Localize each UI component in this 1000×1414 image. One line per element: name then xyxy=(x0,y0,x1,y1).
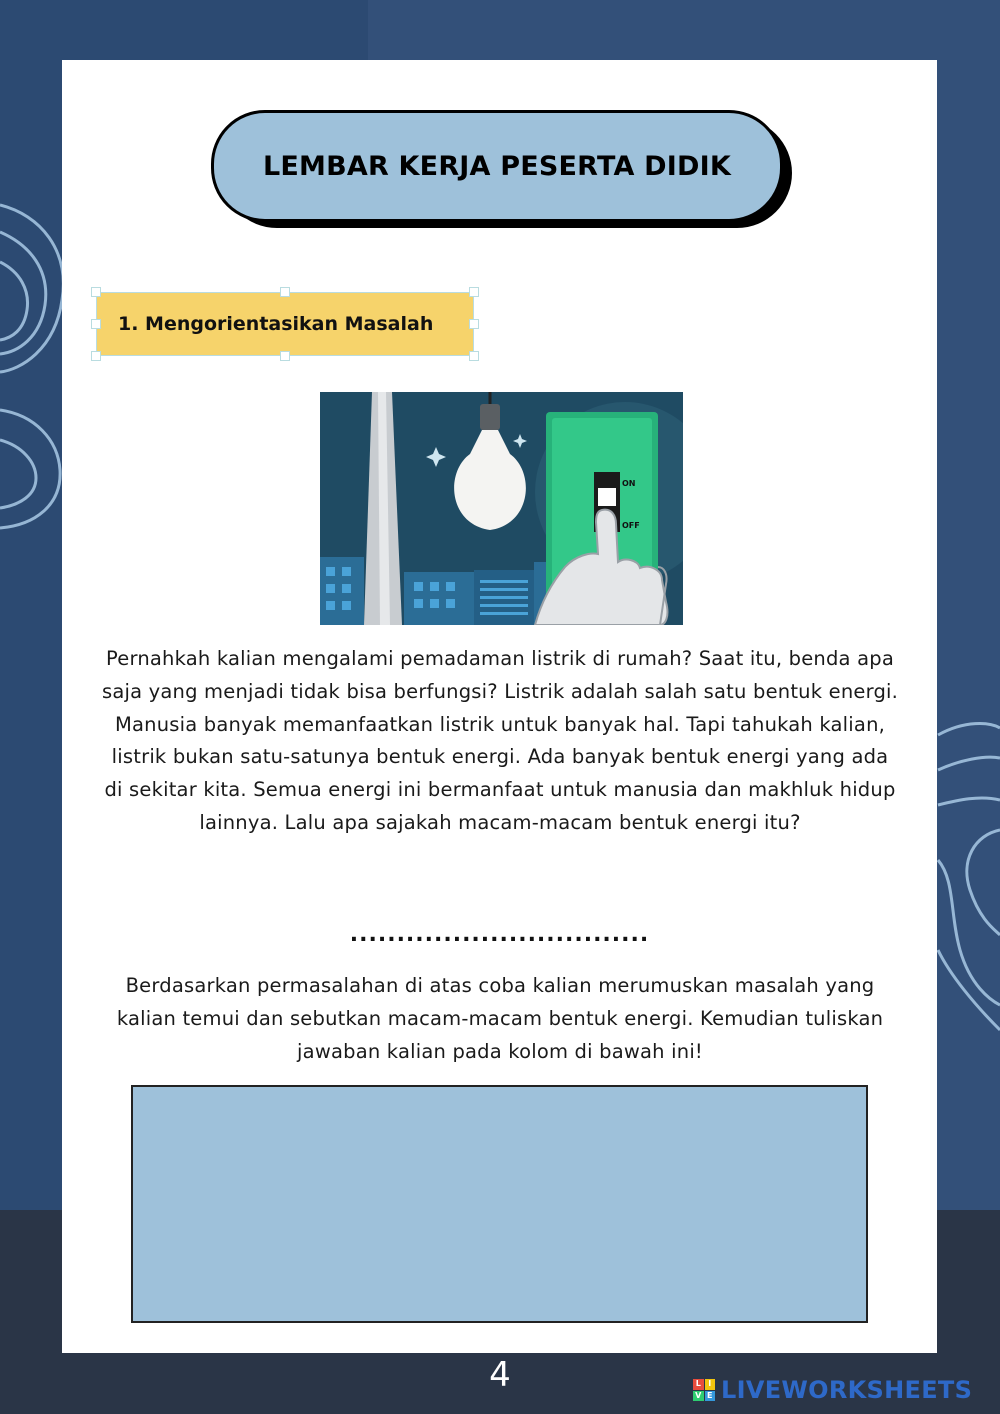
liveworksheets-branding[interactable] xyxy=(693,1376,972,1404)
logo-letter-v: V xyxy=(693,1391,704,1402)
page-title: LEMBAR KERJA PESERTA DIDIK xyxy=(211,110,783,222)
resize-handle-bottom-right[interactable] xyxy=(469,351,479,361)
logo-letter-e: E xyxy=(705,1391,716,1402)
resize-handle-top-right[interactable] xyxy=(469,287,479,297)
instruction-paragraph: Berdasarkan permasalahan di atas coba kalian merumuskan masalah yang kalian temui dan sebutkan macam-macam bentuk energi. Kemudian tuliskan jawaban kalian pada kolom di bawah ini! xyxy=(116,974,884,1063)
electricity-illustration xyxy=(320,392,683,625)
brand-name: LIVEWORKSHEETS xyxy=(721,1376,973,1404)
resize-handle-middle-right[interactable] xyxy=(469,319,479,329)
liveworksheets-logo-icon xyxy=(693,1379,715,1401)
resize-handle-top-left[interactable] xyxy=(91,287,101,297)
answer-input-box[interactable] xyxy=(131,1085,868,1323)
resize-handle-bottom-center[interactable] xyxy=(280,351,290,361)
resize-handle-middle-left[interactable] xyxy=(91,319,101,329)
logo-letter-l: L xyxy=(693,1379,704,1390)
resize-handle-bottom-left[interactable] xyxy=(91,351,101,361)
intro-paragraph: Pernahkah kalian mengalami pemadaman listrik di rumah? Saat itu, benda apa saja yang menjadi tidak bisa berfungsi? Listrik adalah salah satu bentuk energi. Manusia banyak memanfaatkan listrik untuk banyak hal. Tapi tahukah kalian, listrik bukan satu-satunya bentuk energi. Ada banyak bentuk energi yang ada di sekitar kita. Semua energi ini bermanfaat untuk manusia dan makhluk hidup lainnya. Lalu apa sajakah macam-macam bentuk energi itu? xyxy=(101,647,899,834)
switch-on-label: ON xyxy=(622,479,636,488)
logo-letter-i: I xyxy=(705,1379,716,1390)
resize-handle-top-center[interactable] xyxy=(280,287,290,297)
dotted-separator: ................................ xyxy=(349,922,650,947)
section-heading: 1. Mengorientasikan Masalah xyxy=(96,292,474,356)
switch-off-label: OFF xyxy=(622,521,640,530)
worksheet-page xyxy=(62,60,937,1353)
selection-frame xyxy=(96,292,474,356)
page-number: 4 xyxy=(489,1355,511,1395)
